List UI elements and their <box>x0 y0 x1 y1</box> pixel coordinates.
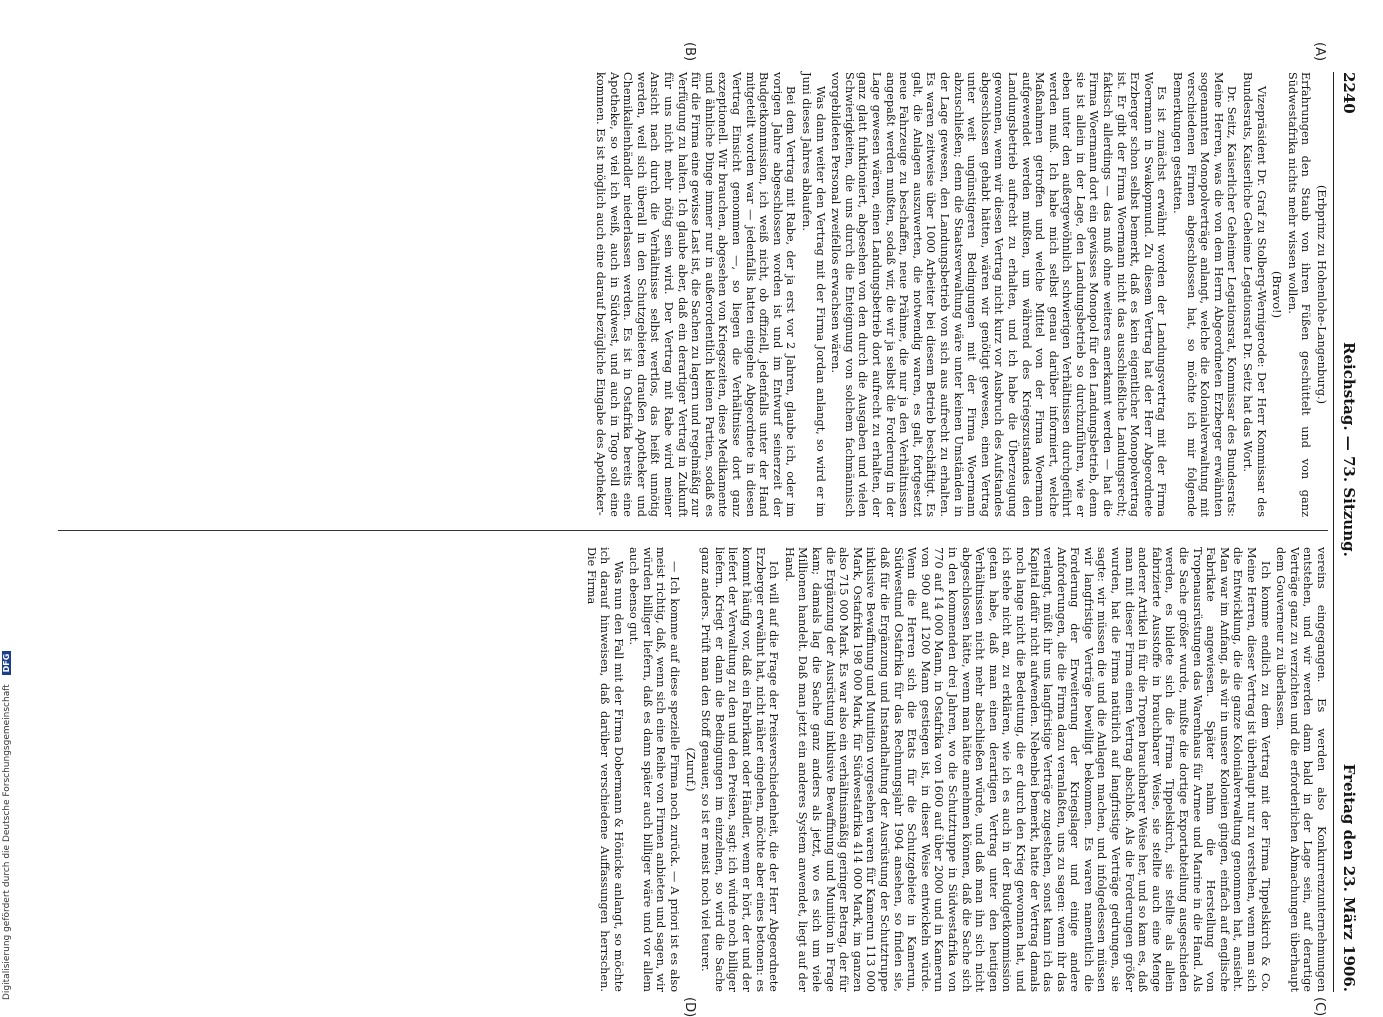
interjection: (Zuruf.) <box>683 747 697 792</box>
margin-marker-b: (B) <box>682 42 697 62</box>
paragraph: — Ich komme auf diese spezielle Firma noch zurück. — A priori ist es also meist richtig, daß, wenn sich eine Reihe von Firmen anbieten und sagen, wir würden billiger liefern, daß es dann später auch billiger wäre und vor allem auch ebenso gut. <box>627 547 682 992</box>
paragraph: Ich komme endlich zu dem Vertrag mit der Firma Tippelskirch & Co. Meine Herren, dieser Vertrag ist überhaupt nur zu verstehen, wenn man sich die Entwicklung, die die ganze Kolonialverwaltung genommen hat, ansieht. Man war im Anfang, als wir in unsere Kolonien gingen, einfach auf englische Fabrikate angewiesen. Später nahm die Herstellung von Tropenausrüstungen das Warenhaus für Armee und Marine in die Hand. Als die Sache größer wurde, mußte die dortige Exportabteilung ausgeschieden werden, es bildete sich die Firma Tippelskirch, sie stellte als allein fabrizierte Ausstoffe in brauchbarer Weise, sie stellte auch eine Menge anderer Artikel in für die Tropen brauchbarer Weise her, und so kam es, daß man mit dieser Firma einen Vertrag abschloß. Als die Forderungen größer wurden, hat die Firma natürlich auf langfristige Verträge gedrungen, sie sagte: wir müssen die und die Anlagen machen, und infolgedessen müssen wir langfristige Verträge bewilligt bekommen. Es waren namentlich die Forderung der Erweiterung der Kriegslager und einige andere Anforderungen, die die Firma dazu veranlaßten, uns zu sagen: wenn ihr das verlangt, müßt ihr uns langfristige Verträge zugestehen, sonst kann ich das Kapital dafür nicht aufwenden. Nebenbei bemerkt, hatte der Vertrag damals noch lange nicht die Bedeutung, die er durch den Krieg gewonnen hat, und ich stehe nicht an, zu erklären, wie ich es auch in der Budgetkommission getan habe, daß man einen derartigen Vertrag unter den heutigen Verhältnissen nicht mehr abschließen würde, und daß man ihn sich nicht abgeschlossen hätte, wenn man hätte annehmen können, daß die Sache sich in den kommenden drei Jahren, wo die Schutztruppe in Südwestafrika von 770 auf 14 000 Mann, in Ostafrika von 1600 auf über 2000 und in Kamerun von 900 auf 1200 Mann gestiegen ist, in dieser Weise entwickeln würde. Wenn die Herren sich die Etats für die Schutzgebiete in Kamerun, Südwestund Ostafrika für das Rechnungsjahr 1904 ansehen, so finden sie, daß für die Ergänzung und Instandhaltung der Ausrüstung der Schutztruppe inklusive Bewaffnung und Munition vorgesehen waren für Kamerun 113 000 Mark, Ostafrika 198 000 Mark, für Südwestafrika 414 000 Mark, im ganzen also 715 000 Mark. Es war also ein verhältnismäßig geringer Betrag, der für die Ergänzung der Ausrüstung inklusive Bewaffnung und Munition in Frage kam; damals lag die Sache ganz anders als jetzt, wo es sich um viele Millionen handelt. Daß man jetzt ein anderes System anwendet, liegt auf der Hand. <box>782 547 1272 992</box>
right-column <box>58 547 1328 992</box>
paragraph: Bei dem Vertrag mit Rabe, der ja erst vor 2 Jahren, glaube ich, oder im vorigen Jahre abgeschlossen worden ist und im Entwurf seinerzeit der Budgetkommission, ich weiß nicht, ob offiziell, jedenfalls unter der Hand mitgeteilt worden war — jedenfalls hatten eingelne Abgeordnete in diesen Vertrag Einsicht genommen —, so liegen die Verhältnisse dort ganz exzeptionell. Wir brauchen, abgesehen von Kriegszeiten, diese Medikamente und ähnliche Dinge immer nur in außerordentlich kleinen Partien, sodaß es für die Firma eine gewisse Last ist, die Sachen zu lagern und regelmäßig zur Verfügung zu halten. Ich glaube aber, daß ein derartiger Vertrag in Zukunft für uns nicht mehr nötig sein wird. Der Vertrag mit Rabe wird meiner Ansicht nach durch die Verhältnisse selbst wertlos, das heißt unnötig werden, weil sich überall in den Schutzgebieten draußen Apotheker und Chemikalienhändler niederlassen werden. Es ist in Ostafrika bereits eine Apotheke, so viel ich weiß, auch in Südwest, und auch in Togo soll eine kommen. Es ist möglich auch eine darauf bezügliche Eingabe des Apotheker- <box>594 72 798 517</box>
paragraph: Was dann weiter den Vertrag mit der Firma Jordan anlangt, so wird er im Juni dieses Jahres ablaufen. <box>800 72 827 517</box>
speaker-note: (Erbprinz zu Hohenlohe-Langenburg.) <box>1315 184 1328 405</box>
session-date: Freitag den 23. März 1906. <box>1340 763 1358 992</box>
paragraph: Was nun den Fall mit der Firma Dobermann & Hönicke anlangt, so möchte ich darauf hinweisen, daß darüber verschiedene Auffassungen herrschen. Die Firma <box>584 547 625 992</box>
paragraph: Ich will auf die Frage der Preisverschiedenheit, die der Herr Abgeordnete Erzberger erwähnt hat, nicht näher eingehen, möchte aber eines betonen: es kommt häufig vor, daß ein Fabrikant oder Händler, wenn er hört, der und der liefert der Verwaltung zu den und den Preisen, sagt: ich würde noch billiger liefern. Kriegt er dann die Bedingungen im einzelnen, so wird die Sache ganz anders. Prüft man den Stoff genauer, so ist er meist noch viel teurer. <box>699 547 781 992</box>
paragraph: Erfahrungen den Staub von ihren Füßen geschüttelt und von ganz Südwestafrika nichts mehr wissen wollen. <box>1285 72 1313 517</box>
column-divider <box>58 530 1328 531</box>
paragraph: Es ist zunächst erwähnt worden der Landungsvertrag mit der Firma Woermann in Swakopmund. Zu diesem Vertrag hat der Herr Abgeordnete Erzberger schon selbst bemerkt, daß es kein eigentlicher Monopolvertrag ist. Er gibt der Firma Woermann nicht das ausschließliche Landungsrecht; faktisch allerdings — das muß ohne weiteres anerkannt werden — hat die Firma Woermann dort ein gewisses Monopol für den Landungsbetrieb, denn sie ist allein in der Lage, den Landungsbetrieb so durchzuführen, wie er eben unter den außergewöhnlich schwierigen Verhältnissen durchgeführt werden muß. Ich habe mich selbst genau darüber informiert, welche Maßnahmen getroffen und welche Mittel von der Firma Woermann aufgewendet werden mußten, um während des Kriegszustandes den Landungsbetrieb aufrecht zu erhalten, und ich habe die Überzeugung gewonnen, wenn wir diesen Vertrag nicht kurz vor Ausbruch des Aufstandes abgeschlossen gehabt hätten, wären wir genötigt gewesen, einen Vertrag unter weit ungünstigeren Bedingungen mit der Firma Woermann abzuschließen; denn die Staatsverwaltung wäre unter keinen Umständen in der Lage gewesen, den Landungsbetrieb von sich aus aufrecht zu erhalten. Es waren zeitweise über 1000 Arbeiter bei diesem Betrieb beschäftigt. Es galt, die Anlagen auszuwerten, die notwendig waren, es galt, fortgesetzt neue Fahrzeuge zu beschaffen, neue Prähme, die nur ja den Verhältnissen angepaßt werden mußten, sodaß wir, die wir ja selbst die Forderung in der Lage gewesen wären, einen Landungsbetrieb dort aufrecht zu erhalten, der ganz glatt funktioniert, abgesehen von den durch die Ausgaben und vielen Schwierigkeiten, die uns durch die Enteignung von solchem fachmännisch vorgebildeten Personal zweifellos erwachsen wären. <box>829 72 1169 517</box>
margin-marker-d: (D) <box>682 997 697 1017</box>
paragraph: vereins eingegangen. Es werden also Konkurrenzunternehmungen entstehen, und wir werden dann bald in der Lage sein, auf derartige Verträge ganz zu verzichten und die erforderlichen Abmachungen überhaupt dem Gouverneur zu überlassen. <box>1274 547 1328 992</box>
session-title: Reichstag. — 73. Sitzung. <box>1340 342 1358 557</box>
paragraph: Vizepräsident Dr. Graf zu Stolberg-Wernigerode: Der Herr Kommissar des Bundesrats, Kaiserliche Geheime Legationsrat Dr. Seitz hat das Wort. <box>1241 72 1268 517</box>
left-column <box>58 72 1328 517</box>
paragraph: Dr. Seitz, Kaiserlicher Geheimer Legationsrat, Kommissar des Bundesrats: Meine Herren, was die von dem Herrn Abgeordneten Erzberger erwähnten sogenannten Monopolverträge anlangt, welche die Kolonialverwaltung mit verschiedenen Firmen abgeschlossen hat, so möchte ich mir folgende Bemerkungen gestatten. <box>1171 72 1239 517</box>
rotated-newspaper-page <box>46 42 1358 1017</box>
margin-marker-a: (A) <box>1312 42 1327 62</box>
dfg-logo: DFG <box>2 651 11 676</box>
page-number: 2240 <box>1340 72 1358 114</box>
digitization-credit <box>2 651 12 1000</box>
scanned-page <box>30 0 1383 1017</box>
margin-marker-c: (C) <box>1312 997 1327 1017</box>
credit-text: Digitalisierung gefördert durch die Deutsche Forschungsgemeinschaft <box>2 684 12 1000</box>
interjection: (Bravo!) <box>1270 271 1284 318</box>
page-header <box>1333 72 1356 992</box>
